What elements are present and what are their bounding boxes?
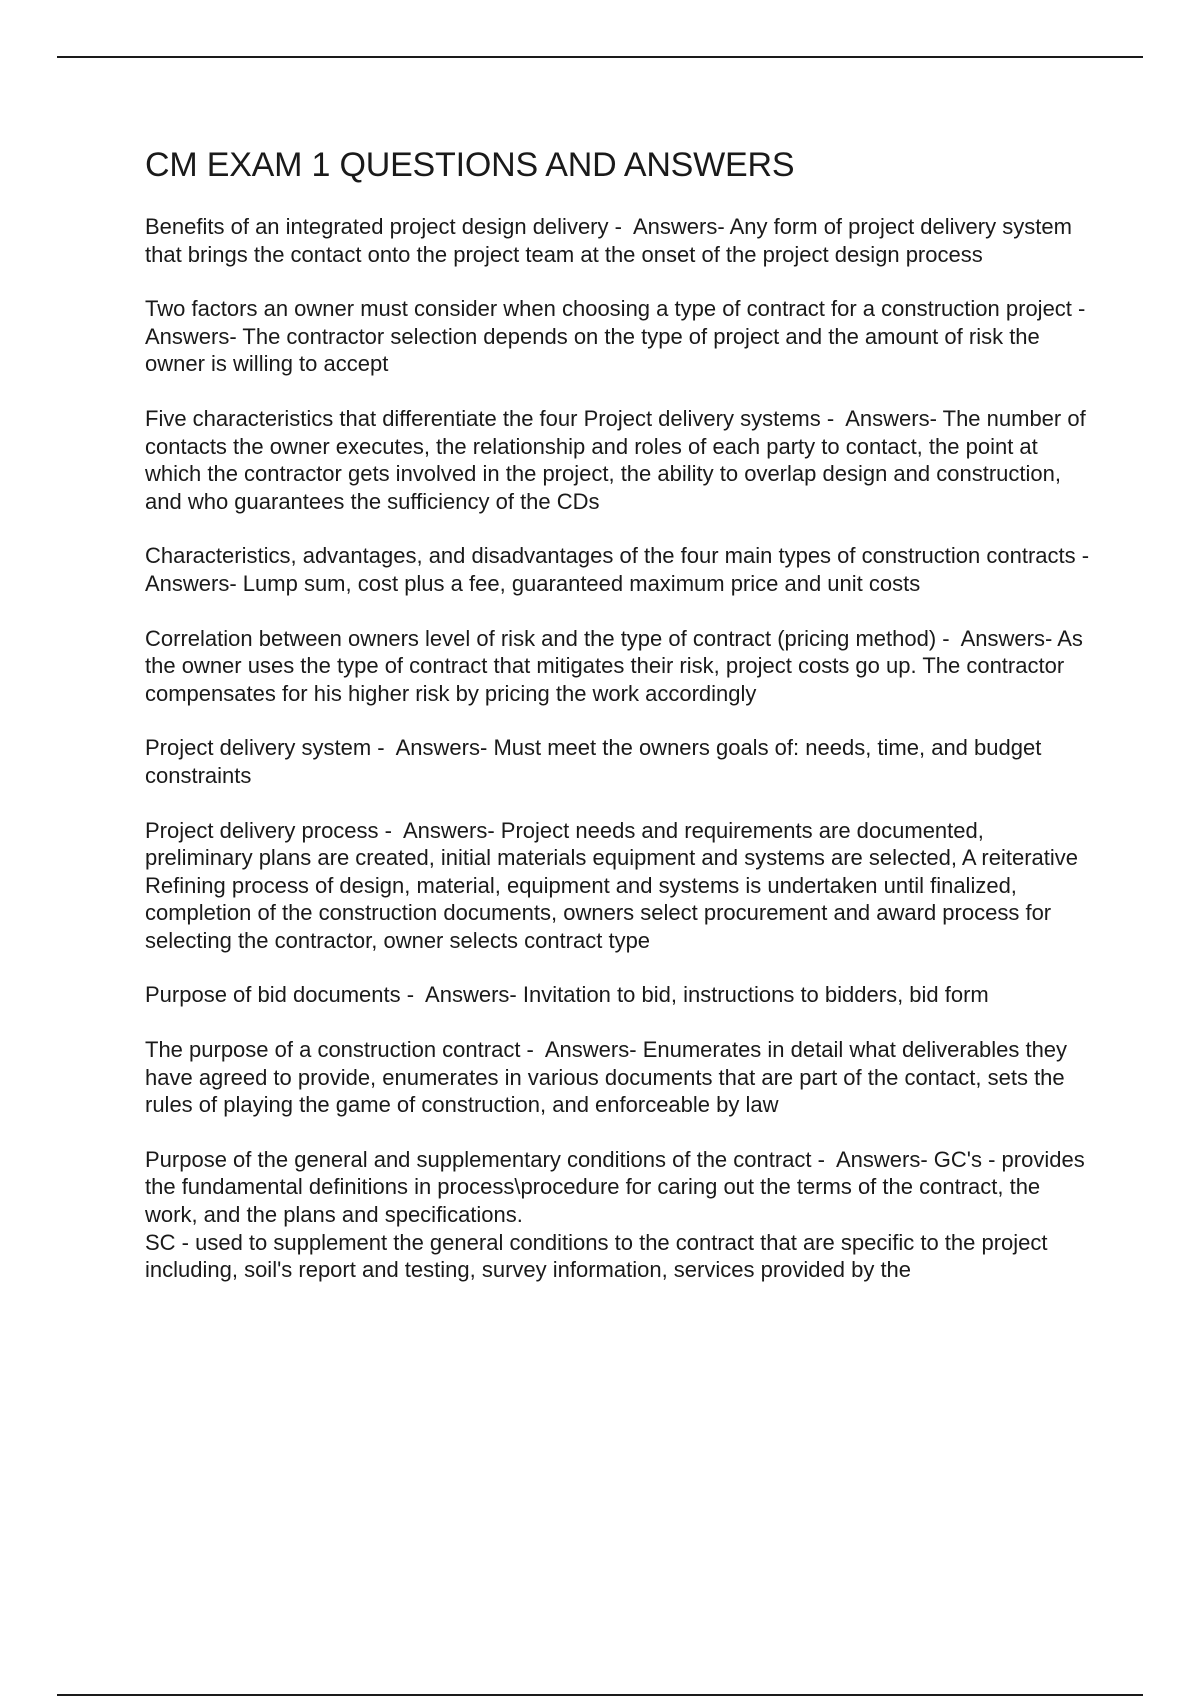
qa-separator: - Answers- bbox=[820, 405, 943, 431]
qa-question: Five characteristics that differentiate the four Project delivery systems bbox=[145, 405, 821, 431]
qa-answer: Must meet the owners goals of: needs, time, and budget constraints bbox=[145, 735, 1048, 788]
qa-question: Benefits of an integrated project design delivery bbox=[145, 214, 609, 239]
qa-separator: - Answers- bbox=[371, 735, 494, 761]
qa-answer: The number of contacts the owner executes, the relationship and roles of each party to contact, the point at which the contractor gets involved in the project, the ability to overlap design and construction, and who guarantees the sufficiency of the CDs bbox=[145, 405, 1092, 514]
qa-question: Correlation between owners level of risk and the type of contract (pricing method) bbox=[145, 625, 937, 651]
top-rule bbox=[57, 56, 1143, 58]
qa-item bbox=[145, 1036, 1090, 1119]
qa-answer: Project needs and requirements are documented, preliminary plans are created, initial materials equipment and systems are selected, A reiterative Refining process of design, material, equipment and systems is undertaken until finalized, completion of the construction documents, owners select procurement and award process for selecting the contractor, owner selects contract type bbox=[145, 817, 1085, 953]
qa-separator: - Answers- bbox=[378, 817, 501, 843]
qa-answer: Enumerates in detail what deliverables they have agreed to provide, enumerates in various documents that are part of the contact, sets the rules of playing the game of construction, and enforceable by law bbox=[145, 1037, 1074, 1118]
qa-answer: Lump sum, cost plus a fee, guaranteed maximum price and unit costs bbox=[242, 570, 921, 596]
qa-separator: - Answers- bbox=[520, 1037, 643, 1063]
qa-question: Two factors an owner must consider when choosing a type of contract for a construction project bbox=[145, 296, 1072, 322]
document-title: CM EXAM 1 QUESTIONS AND ANSWERS bbox=[145, 146, 795, 184]
qa-item bbox=[145, 213, 1090, 268]
qa-question: Project delivery system bbox=[145, 735, 372, 761]
qa-separator: - Answers- bbox=[936, 625, 1058, 651]
qa-item bbox=[145, 405, 1090, 515]
qa-item bbox=[145, 981, 1090, 1009]
qa-list bbox=[145, 213, 1101, 1284]
qa-item bbox=[145, 1146, 1090, 1284]
qa-question: The purpose of a construction contract bbox=[145, 1037, 521, 1063]
qa-question: Characteristics, advantages, and disadvantages of the four main types of construction contracts bbox=[145, 543, 1076, 569]
document-body bbox=[145, 143, 1101, 1284]
qa-answer: GC's - provides the fundamental definitions in process\procedure for caring out the terms of the contract, the work, and the plans and specifications. SC - used to supplement the general conditions to the contract that are specific to the project including, soil's report and testing, survey information, services provided by the bbox=[145, 1146, 1085, 1283]
bottom-rule bbox=[57, 1694, 1143, 1696]
qa-answer: The contractor selection depends on the type of project and the amount of risk the owner is willing to accept bbox=[145, 323, 1046, 377]
qa-question: Purpose of the general and supplementary conditions of the contract bbox=[145, 1146, 812, 1172]
qa-separator: - Answers- bbox=[811, 1146, 934, 1172]
qa-item bbox=[145, 542, 1101, 597]
qa-separator: - Answers- bbox=[145, 543, 1101, 596]
qa-separator: - Answers- bbox=[145, 296, 1097, 349]
qa-answer: Any form of project delivery system that brings the contact onto the project team at the onset of the project design process bbox=[145, 214, 1079, 267]
qa-question: Project delivery process bbox=[145, 817, 379, 843]
qa-item bbox=[145, 734, 1090, 789]
qa-question: Purpose of bid documents bbox=[145, 982, 401, 1008]
qa-answer: As the owner uses the type of contract that mitigates their risk, project costs go up. The contractor compensates for his higher risk by pricing the work accordingly bbox=[145, 625, 1090, 706]
qa-item bbox=[145, 625, 1090, 708]
qa-item bbox=[145, 295, 1097, 378]
qa-answer: Invitation to bid, instructions to bidders, bid form bbox=[522, 982, 989, 1008]
qa-item bbox=[145, 817, 1090, 955]
qa-separator: - Answers- bbox=[400, 982, 523, 1008]
qa-separator: - Answers- bbox=[608, 214, 730, 239]
